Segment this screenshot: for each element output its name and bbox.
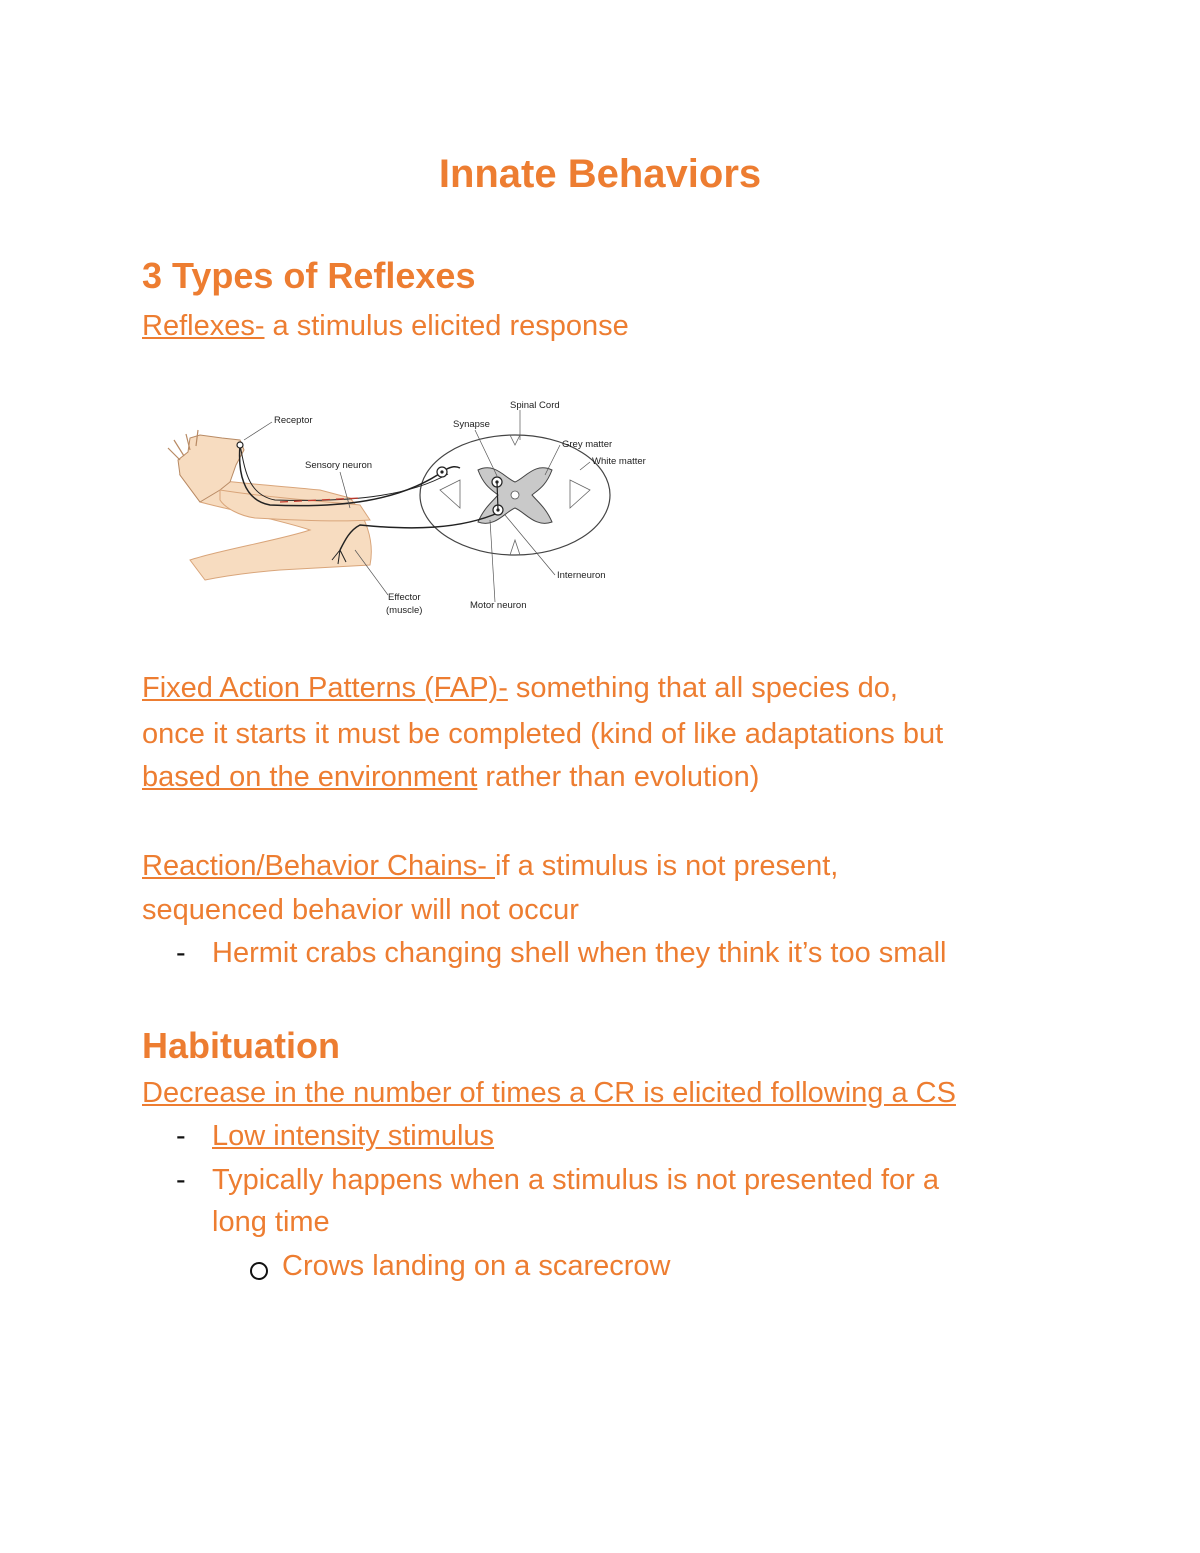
label-synapse: Synapse bbox=[453, 419, 490, 430]
fap-term: Fixed Action Patterns (FAP)- bbox=[142, 672, 508, 704]
dash-bullet: - bbox=[176, 1120, 186, 1152]
dash-bullet: - bbox=[176, 1164, 186, 1196]
fap-line-1 bbox=[142, 670, 898, 706]
chains-line1-text: if a stimulus is not present, bbox=[495, 850, 839, 882]
label-white-matter: White matter bbox=[592, 456, 646, 467]
receptor-dot bbox=[237, 442, 243, 448]
habituation-definition: Decrease in the number of times a CR is elicited following a CS bbox=[142, 1077, 956, 1109]
habituation-sub-bullet: Crows landing on a scarecrow bbox=[282, 1250, 671, 1282]
fap-line-2: once it starts it must be completed (kind of like adaptations but bbox=[142, 718, 944, 750]
label-receptor: Receptor bbox=[274, 415, 313, 426]
fap-line3-text: rather than evolution) bbox=[477, 761, 760, 793]
chains-line-1 bbox=[142, 848, 838, 884]
label-sensory-neuron: Sensory neuron bbox=[305, 460, 373, 471]
fap-underlined-phrase: based on the environment bbox=[142, 761, 478, 793]
chains-line-2: sequenced behavior will not occur bbox=[142, 894, 579, 926]
reflexes-def-text: a stimulus elicited response bbox=[264, 310, 629, 342]
label-interneuron: Interneuron bbox=[557, 570, 606, 581]
label-motor-neuron: Motor neuron bbox=[470, 600, 527, 611]
habituation-bullet-1: Low intensity stimulus bbox=[212, 1120, 495, 1152]
label-spinal-cord: Spinal Cord bbox=[510, 400, 560, 411]
label-effector: Effector bbox=[388, 592, 421, 603]
fap-line-3 bbox=[142, 759, 759, 795]
chains-term: Reaction/Behavior Chains- bbox=[142, 850, 496, 882]
circle-bullet-icon bbox=[250, 1262, 268, 1280]
chains-bullet: Hermit crabs changing shell when they think it’s too small bbox=[212, 937, 947, 969]
dash-bullet: - bbox=[176, 937, 186, 969]
habituation-heading: Habituation bbox=[142, 1025, 340, 1066]
habituation-bullet-2-line-2: long time bbox=[212, 1206, 330, 1238]
habituation-bullet-2-line-1: Typically happens when a stimulus is not presented for a bbox=[212, 1164, 940, 1196]
fap-line1-text: something that all species do, bbox=[507, 672, 898, 704]
reflexes-term: Reflexes- bbox=[142, 310, 265, 342]
reflexes-heading: 3 Types of Reflexes bbox=[142, 255, 476, 296]
reflex-arc-diagram bbox=[160, 390, 660, 625]
page-title: Innate Behaviors bbox=[438, 152, 762, 196]
label-effector-sub: (muscle) bbox=[386, 605, 423, 616]
reflexes-definition bbox=[142, 308, 629, 344]
label-grey-matter: Grey matter bbox=[562, 439, 613, 450]
